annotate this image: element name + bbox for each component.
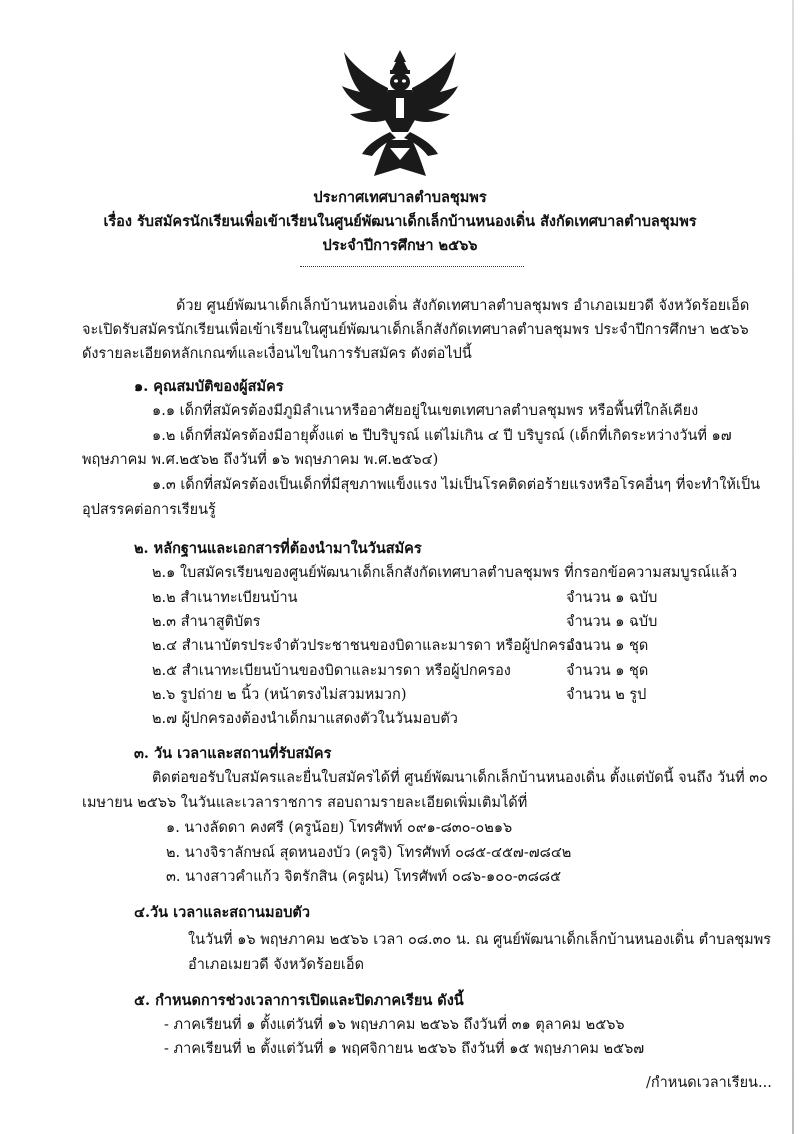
section-2-item-qty: จำนวน ๑ ชุด xyxy=(566,638,649,654)
section-1-item: ๑.๒ เด็กที่สมัครต้องมีอายุตั้งแต่ ๒ ปีบริบูรณ์ แต่ไม่เกิน ๔ ปี บริบูรณ์ (เด็กที่เกิดระหว่างวันที่ ๑๗ xyxy=(152,428,732,444)
academic-year-line: ประจำปีการศึกษา ๒๕๖๖ xyxy=(322,237,478,254)
header-divider xyxy=(300,266,524,267)
contact-item: ๒. นางจิราลักษณ์ สุดหนองบัว (ครูจิ) โทรศัพท์ ๐๘๕-๔๕๗-๗๘๔๒ xyxy=(166,845,572,861)
page-continuation-note: /กำหนดเวลาเรียน... xyxy=(646,1075,772,1091)
section-1-item: ๑.๑ เด็กที่สมัครต้องมีภูมิลำเนาหรืออาศัยอยู่ในเขตเทศบาลตำบลชุมพร หรือพื้นที่ใกล้เคียง xyxy=(152,403,699,419)
section-2-heading: ๒. หลักฐานและเอกสารที่ต้องนำมาในวันสมัคร xyxy=(134,540,422,557)
scan-edge xyxy=(792,0,794,1134)
contact-item: ๓. นางสาวคำแก้ว จิตรักสิน (ครูฝน) โทรศัพท์ ๐๘๖-๑๐๐-๓๘๘๕ xyxy=(166,869,562,885)
section-2-item-qty: จำนวน ๑ ฉบับ xyxy=(566,590,658,606)
announcement-title: ประกาศเทศบาลตำบลชุมพร xyxy=(313,189,487,206)
section-3-heading: ๓. วัน เวลาและสถานที่รับสมัคร xyxy=(134,745,332,762)
section-2-item-qty: จำนวน ๑ ฉบับ xyxy=(566,614,658,630)
section-1-item: ๑.๓ เด็กที่สมัครต้องเป็นเด็กที่มีสุขภาพแข็งแรง ไม่เป็นโรคติดต่อร้ายแรงหรือโรคอื่นๆ ที่จะทำให้เป็น xyxy=(152,477,761,493)
semester-line: - ภาคเรียนที่ ๒ ตั้งแต่วันที่ ๑ พฤศจิกายน ๒๕๖๖ ถึงวันที่ ๑๕ พฤษภาคม ๒๕๖๗ xyxy=(164,1041,645,1057)
section-2-item-label: ๒.๒ สำเนาทะเบียนบ้าน xyxy=(152,590,298,606)
section-2-item-label: ๒.๓ สำนาสูติบัตร xyxy=(152,614,261,630)
section-2-item-label: ๒.๖ รูปถ่าย ๒ นิ้ว (หน้าตรงไม่สวมหมวก) xyxy=(152,687,407,703)
section-5-heading: ๕. กำหนดการช่วงเวลาการเปิดและปิดภาคเรียน ดังนี้ xyxy=(134,992,464,1009)
section-4-text: ในวันที่ ๑๖ พฤษภาคม ๒๕๖๖ เวลา ๐๘.๓๐ น. ณ ศูนย์พัฒนาเด็กเล็กบ้านหนองเดิ่น ตำบลชุมพร xyxy=(188,932,772,948)
section-2-item: ๒.๗ ผู้ปกครองต้องนำเด็กมาแสดงตัวในวันมอบตัว xyxy=(152,711,458,727)
section-1-heading: ๑. คุณสมบัติของผู้สมัคร xyxy=(134,378,284,395)
garuda-emblem-icon xyxy=(338,48,462,180)
contact-item: ๑. นางลัดดา คงศรี (ครูน้อย) โทรศัพท์ ๐๙๑-๘๓๐-๐๒๑๖ xyxy=(166,820,513,836)
section-3-text: ติดต่อขอรับใบสมัครและยื่นใบสมัครได้ที่ ศูนย์พัฒนาเด็กเล็กบ้านหนองเดิ่น ตั้งแต่บัดนี้ จนถึง วันที่ ๓๐ xyxy=(152,770,769,786)
section-4-text: อำเภอเมยวดี จังหวัดร้อยเอ็ด xyxy=(188,957,365,973)
section-2-item-label: ๒.๔ สำเนาบัตรประจำตัวประชาชนของบิดาและมารดา หรือผู้ปกครอง xyxy=(152,638,582,654)
section-2-item-qty: จำนวน ๑ ชุด xyxy=(566,663,649,679)
intro-line-1: ด้วย ศูนย์พัฒนาเด็กเล็กบ้านหนองเดิ่น สังกัดเทศบาลตำบลชุมพร อำเภอเมยวดี จังหวัดร้อยเอ็ด xyxy=(176,298,750,314)
section-2-item: ๒.๑ ใบสมัครเรียนของศูนย์พัฒนาเด็กเล็กสังกัดเทศบาลตำบลชุมพร ที่กรอกข้อความสมบูรณ์แล้ว xyxy=(152,565,738,581)
section-1-item-cont: พฤษภาคม พ.ศ.๒๕๖๒ ถึงวันที่ ๑๖ พฤษภาคม พ.ศ.๒๕๖๔) xyxy=(82,452,439,468)
section-2-item-label: ๒.๕ สำเนาทะเบียนบ้านของบิดาและมารดา หรือผู้ปกครอง xyxy=(152,663,511,679)
intro-line-3: ดังรายละเอียดหลักเกณฑ์และเงื่อนไขในการรับสมัคร ดังต่อไปนี้ xyxy=(82,346,472,362)
section-2-item-qty: จำนวน ๒ รูป xyxy=(566,687,647,703)
section-1-item-cont: อุปสรรคต่อการเรียนรู้ xyxy=(82,502,216,518)
semester-line: - ภาคเรียนที่ ๑ ตั้งแต่วันที่ ๑๖ พฤษภาคม ๒๕๖๖ ถึงวันที่ ๓๑ ตุลาคม ๒๕๖๖ xyxy=(164,1017,625,1033)
announcement-subject: เรื่อง รับสมัครนักเรียนเพื่อเข้าเรียนในศูนย์พัฒนาเด็กเล็กบ้านหนองเดิ่น สังกัดเทศบาลตำบลชุมพร xyxy=(103,213,697,230)
intro-line-2: จะเปิดรับสมัครนักเรียนเพื่อเข้าเรียนในศูนย์พัฒนาเด็กเล็กสังกัดเทศบาลตำบลชุมพร ประจำปีการศึกษา ๒๕๖๖ xyxy=(82,322,749,338)
section-4-heading: ๔.วัน เวลาและสถานมอบตัว xyxy=(134,904,310,921)
section-3-text: เมษายน ๒๕๖๖ ในวันและเวลาราชการ สอบถามรายละเอียดเพิ่มเติมได้ที่ xyxy=(82,795,528,811)
